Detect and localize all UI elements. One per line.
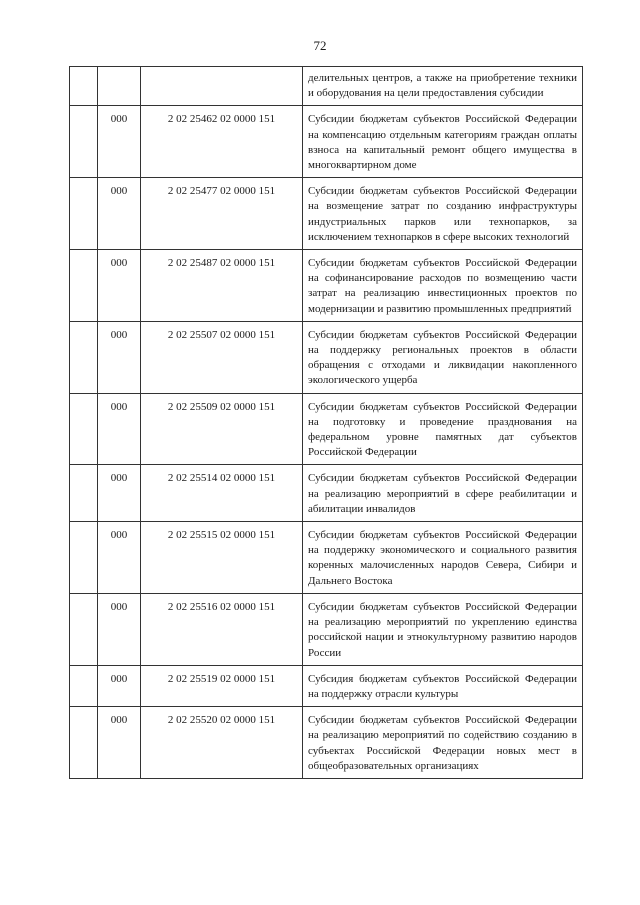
budget-code-cell: 2 02 25520 02 0000 151 xyxy=(141,707,303,779)
budget-code-cell xyxy=(141,67,303,106)
spacer-cell xyxy=(70,67,98,106)
admin-code-cell: 000 xyxy=(98,593,141,665)
budget-code-cell: 2 02 25509 02 0000 151 xyxy=(141,393,303,465)
table-row xyxy=(70,465,583,522)
table-row xyxy=(70,593,583,665)
description-cell: Субсидии бюджетам субъектов Российской Федерации на реализацию мероприятий в сфере реабилитации и абилитации инвалидов xyxy=(303,465,583,522)
budget-code-cell: 2 02 25477 02 0000 151 xyxy=(141,178,303,250)
spacer-cell xyxy=(70,250,98,322)
description-cell: Субсидии бюджетам субъектов Российской Федерации на софинансирование расходов по возмещению части затрат на реализацию инвестиционных проектов по модернизации и развитию промышленных предприятий xyxy=(303,250,583,322)
page-number: 72 xyxy=(313,38,327,53)
description-cell: Субсидии бюджетам субъектов Российской Федерации на возмещение затрат по созданию инфраструктуры индустриальных парков или технопарков, за исключением технопарков в сфере высоких технологий xyxy=(303,178,583,250)
admin-code-cell: 000 xyxy=(98,393,141,465)
table-row xyxy=(70,393,583,465)
spacer-cell xyxy=(70,106,98,178)
table-row xyxy=(70,707,583,779)
budget-code-cell: 2 02 25507 02 0000 151 xyxy=(141,321,303,393)
table-row xyxy=(70,178,583,250)
budget-classification-table xyxy=(69,66,583,779)
spacer-cell xyxy=(70,665,98,706)
description-cell: Субсидии бюджетам субъектов Российской Федерации на реализацию мероприятий по укреплению единства российской нации и этнокультурному развитию народов России xyxy=(303,593,583,665)
spacer-cell xyxy=(70,707,98,779)
table-row xyxy=(70,321,583,393)
admin-code-cell xyxy=(98,67,141,106)
admin-code-cell: 000 xyxy=(98,250,141,322)
budget-code-cell: 2 02 25519 02 0000 151 xyxy=(141,665,303,706)
admin-code-cell: 000 xyxy=(98,178,141,250)
admin-code-cell: 000 xyxy=(98,321,141,393)
admin-code-cell: 000 xyxy=(98,665,141,706)
description-cell: Субсидии бюджетам субъектов Российской Федерации на подготовку и проведение празднования на федеральном уровне памятных дат субъектов Российской Федерации xyxy=(303,393,583,465)
admin-code-cell: 000 xyxy=(98,707,141,779)
admin-code-cell: 000 xyxy=(98,522,141,594)
table-row xyxy=(70,106,583,178)
spacer-cell xyxy=(70,522,98,594)
description-cell: Субсидии бюджетам субъектов Российской Федерации на поддержку региональных проектов в области обращения с отходами и ликвидации накопленного экологического ущерба xyxy=(303,321,583,393)
admin-code-cell: 000 xyxy=(98,465,141,522)
budget-code-cell: 2 02 25516 02 0000 151 xyxy=(141,593,303,665)
spacer-cell xyxy=(70,178,98,250)
spacer-cell xyxy=(70,393,98,465)
admin-code-cell: 000 xyxy=(98,106,141,178)
table-row xyxy=(70,250,583,322)
table-body xyxy=(70,67,583,779)
description-cell: Субсидии бюджетам субъектов Российской Федерации на реализацию мероприятий по содействию созданию в субъектах Российской Федерации новых мест в общеобразовательных организациях xyxy=(303,707,583,779)
table-row-continuation xyxy=(70,67,583,106)
spacer-cell xyxy=(70,321,98,393)
description-cell: делительных центров, а также на приобретение техники и оборудования на цели предоставления субсидии xyxy=(303,67,583,106)
description-cell: Субсидии бюджетам субъектов Российской Федерации на компенсацию отдельным категориям граждан оплаты взноса на капитальный ремонт общего имущества в многоквартирном доме xyxy=(303,106,583,178)
budget-code-cell: 2 02 25462 02 0000 151 xyxy=(141,106,303,178)
table-row xyxy=(70,522,583,594)
budget-code-cell: 2 02 25487 02 0000 151 xyxy=(141,250,303,322)
table-row xyxy=(70,665,583,706)
budget-code-cell: 2 02 25515 02 0000 151 xyxy=(141,522,303,594)
budget-code-cell: 2 02 25514 02 0000 151 xyxy=(141,465,303,522)
spacer-cell xyxy=(70,465,98,522)
spacer-cell xyxy=(70,593,98,665)
description-cell: Субсидия бюджетам субъектов Российской Федерации на поддержку отрасли культуры xyxy=(303,665,583,706)
description-cell: Субсидии бюджетам субъектов Российской Федерации на поддержку экономического и социального развития коренных малочисленных народов Севера, Сибири и Дальнего Востока xyxy=(303,522,583,594)
